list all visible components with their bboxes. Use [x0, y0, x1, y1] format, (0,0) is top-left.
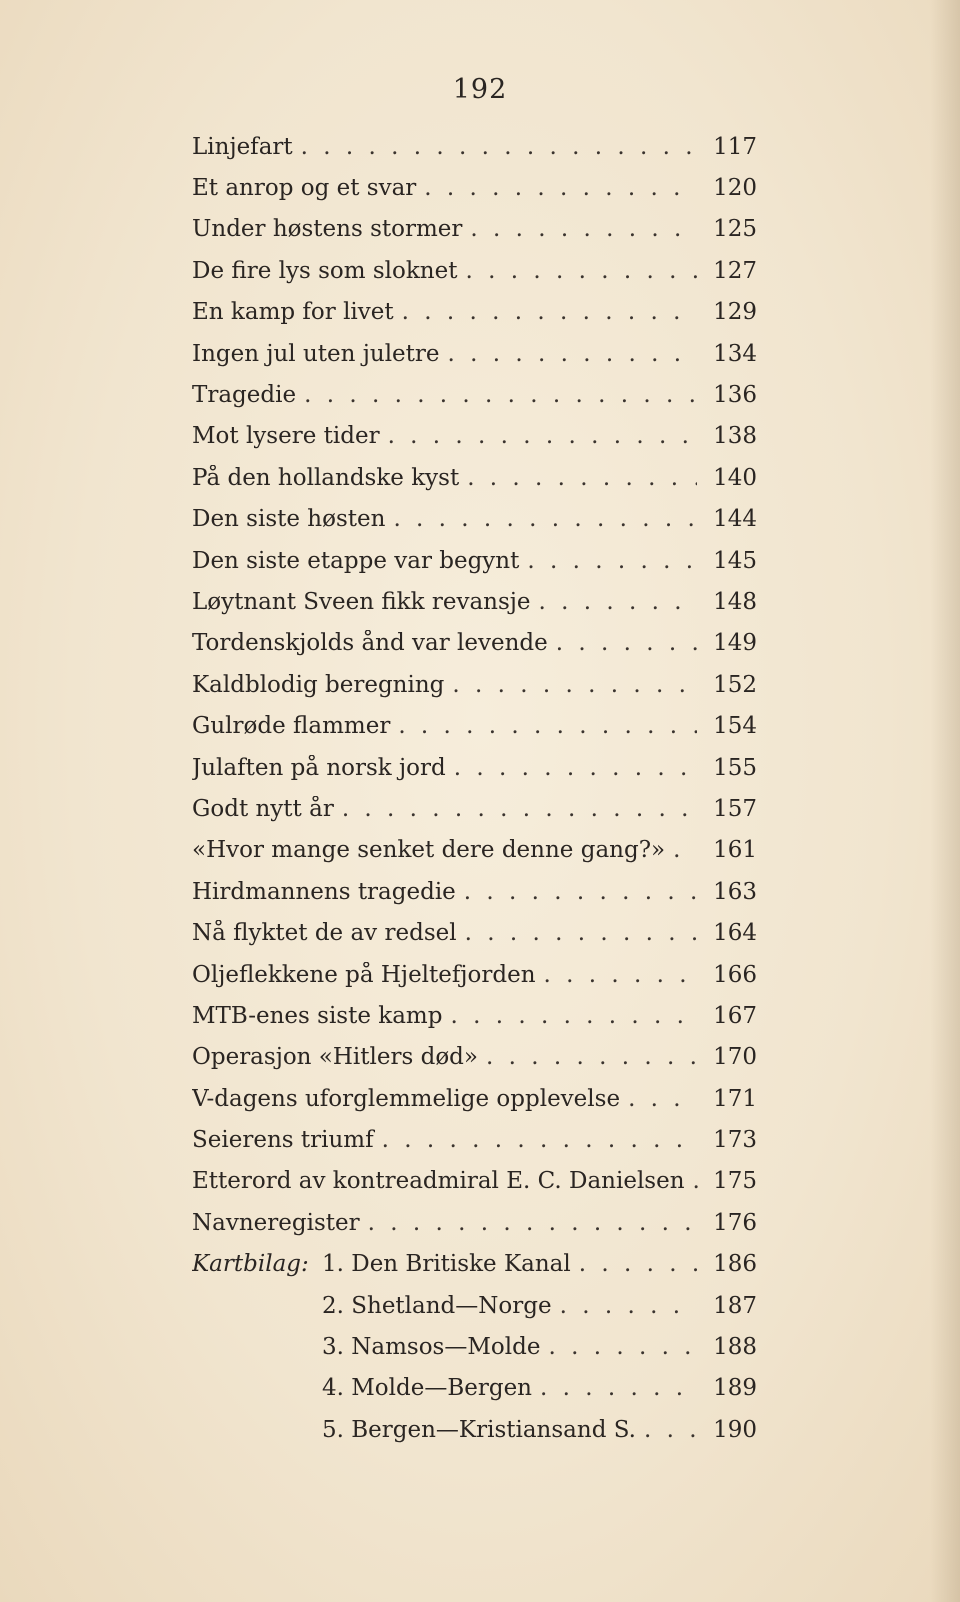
map-supplement-label: Kartbilag: [192, 1251, 309, 1278]
toc-entry-label [192, 879, 705, 905]
toc-entry-title: «Hvor mange senket dere denne gang?» [192, 837, 666, 864]
toc-entry-title: 3. Namsos—Molde [322, 1334, 541, 1361]
toc-entry-title: Julaften på norsk jord [192, 754, 446, 781]
toc-entry-label [192, 1086, 705, 1112]
toc-entry-title: Den siste etappe var begynt [192, 547, 520, 574]
toc-entry-label [192, 1003, 705, 1029]
toc-entry-label [192, 465, 705, 491]
toc-entry-page: 157 [713, 795, 757, 822]
toc-entry [192, 416, 757, 457]
toc-entry-title: Godt nytt år [192, 795, 334, 822]
dot-leader [539, 589, 697, 615]
toc-entry-page: 161 [713, 837, 757, 864]
toc-entry-title: MTB-enes siste kamp [192, 1002, 443, 1029]
toc-entry-title: 2. Shetland—Norge [322, 1292, 552, 1319]
toc-entry-label [192, 672, 705, 698]
toc-entry-page: 176 [713, 1209, 757, 1236]
toc-entry-title: 4. Molde—Bergen [322, 1375, 532, 1402]
toc-entry-label [192, 837, 705, 863]
toc-entry [192, 1037, 757, 1078]
toc-entry-label [192, 1210, 705, 1236]
toc-entry-title: Linjefart [192, 133, 293, 160]
toc-entry-title: Nå flyktet de av redsel [192, 920, 457, 947]
toc-entry-page: 129 [713, 299, 757, 326]
dot-leader [304, 382, 697, 408]
toc-entry [192, 830, 757, 871]
dot-leader [464, 879, 697, 905]
dot-leader [398, 713, 697, 739]
toc-entry-label [192, 920, 705, 946]
toc-entry-page: 173 [713, 1127, 757, 1154]
dot-leader [402, 299, 697, 325]
toc-entry-label [192, 1417, 705, 1443]
toc-entry-label [192, 258, 705, 284]
toc-entry [192, 705, 757, 746]
toc-entry [192, 540, 757, 581]
toc-entry [192, 747, 757, 788]
toc-entry-title: 5. Bergen—Kristiansand S. [322, 1416, 636, 1443]
dot-leader [693, 1168, 705, 1194]
toc-entry-title: Etterord av kontreadmiral E. C. Danielsen [192, 1168, 685, 1195]
toc-entry-title: Under høstens stormer [192, 216, 463, 243]
toc-entry-page: 134 [713, 340, 757, 367]
toc-entry [192, 333, 757, 374]
toc-entry [192, 912, 757, 953]
toc-entry-label [192, 1044, 705, 1070]
page-number: 192 [452, 74, 508, 105]
toc-entry-label [192, 962, 705, 988]
dot-leader [486, 1044, 697, 1070]
toc-entry [192, 167, 757, 208]
toc-entry-page: 190 [713, 1416, 757, 1443]
toc-entry [192, 1202, 757, 1243]
dot-leader [579, 1251, 697, 1277]
toc-entry-label [192, 175, 705, 201]
toc-entry-label [192, 382, 705, 408]
toc-entry-title: Gulrøde flammer [192, 713, 391, 740]
toc-entry-label [192, 1168, 705, 1194]
toc-entry-label [192, 1334, 705, 1360]
dot-leader [540, 1375, 697, 1401]
toc-entry-label [192, 506, 705, 532]
toc-entry-page: 166 [713, 961, 757, 988]
toc-entry [192, 1119, 757, 1160]
toc-entry-title: Kaldblodig beregning [192, 671, 445, 698]
toc-entry-title: Et anrop og et svar [192, 175, 417, 202]
toc-entry [192, 126, 757, 167]
toc-entry-title: Tragedie [192, 382, 297, 409]
dot-leader [382, 1127, 697, 1153]
toc-entry-page: 144 [713, 506, 757, 533]
toc-entry-page: 154 [713, 713, 757, 740]
toc-entry-label [192, 423, 705, 449]
toc-entry [192, 1285, 757, 1326]
toc-entry-title: En kamp for livet [192, 299, 394, 326]
toc-entry-page: 125 [713, 216, 757, 243]
dot-leader [527, 548, 697, 574]
toc-entry-label [192, 216, 705, 242]
table-of-contents [192, 126, 757, 1451]
toc-entry-title: Mot lysere tider [192, 423, 380, 450]
toc-entry-page: 167 [713, 1002, 757, 1029]
dot-leader [644, 1417, 697, 1443]
dot-leader [424, 175, 697, 201]
toc-entry-title: V-dagens uforglemmelige opplevelse [192, 1085, 621, 1112]
toc-entry [192, 1078, 757, 1119]
toc-entry-label [192, 796, 705, 822]
toc-entry-page: 145 [713, 547, 757, 574]
toc-entry [192, 250, 757, 291]
toc-entry-title: Hirdmannens tragedie [192, 878, 456, 905]
toc-entry-title: Seierens triumf [192, 1127, 374, 1154]
toc-entry-label [192, 341, 705, 367]
toc-entry [192, 788, 757, 829]
dot-leader [465, 258, 697, 284]
toc-entry-page: 155 [713, 754, 757, 781]
toc-entry-label [192, 1293, 705, 1319]
toc-entry-page: 120 [713, 175, 757, 202]
toc-entry-page: 138 [713, 423, 757, 450]
toc-entry-page: 149 [713, 630, 757, 657]
dot-leader [454, 755, 697, 781]
toc-entry-label [192, 548, 705, 574]
toc-entry-title: Oljeflekkene på Hjeltefjorden [192, 961, 536, 988]
toc-entry-page: 188 [713, 1334, 757, 1361]
dot-leader [388, 423, 697, 449]
toc-entry-label [192, 713, 705, 739]
toc-entry-page: 140 [713, 464, 757, 491]
toc-entry-page: 127 [713, 257, 757, 284]
toc-entry-title: Navneregister [192, 1209, 360, 1236]
toc-entry-page: 117 [713, 133, 757, 160]
toc-entry-page: 148 [713, 588, 757, 615]
toc-entry-title: De fire lys som sloknet [192, 257, 458, 284]
toc-entry [192, 581, 757, 622]
toc-entry-title: Ingen jul uten juletre [192, 340, 440, 367]
toc-entry [192, 871, 757, 912]
toc-entry-page: 170 [713, 1044, 757, 1071]
dot-leader [450, 1003, 697, 1029]
toc-entry [192, 1326, 757, 1367]
dot-leader [301, 134, 697, 160]
toc-entry-label [192, 1251, 705, 1277]
dot-leader [628, 1086, 697, 1112]
toc-entry [192, 1161, 757, 1202]
toc-entry-title: Tordenskjolds ånd var levende [192, 630, 548, 657]
toc-entry-page: 175 [713, 1168, 757, 1195]
toc-entry-label [192, 755, 705, 781]
dot-leader [368, 1210, 697, 1236]
dot-leader [673, 837, 697, 863]
toc-entry [192, 209, 757, 250]
toc-entry-page: 152 [713, 671, 757, 698]
toc-entry [192, 374, 757, 415]
toc-entry-page: 171 [713, 1085, 757, 1112]
toc-entry-title: På den hollandske kyst [192, 464, 460, 491]
toc-entry-label [192, 630, 705, 656]
toc-entry-title: Løytnant Sveen fikk revansje [192, 588, 531, 615]
dot-leader [560, 1293, 697, 1319]
toc-entry-page: 186 [713, 1251, 757, 1278]
toc-entry [192, 499, 757, 540]
toc-entry [192, 1244, 757, 1285]
toc-entry-label [192, 589, 705, 615]
dot-leader [544, 962, 697, 988]
toc-entry [192, 1409, 757, 1450]
dot-leader [548, 1334, 697, 1360]
dot-leader [467, 465, 697, 491]
dot-leader [465, 920, 697, 946]
dot-leader [452, 672, 697, 698]
dot-leader [448, 341, 697, 367]
toc-entry-label [192, 1127, 705, 1153]
toc-entry-label [192, 134, 705, 160]
toc-entry [192, 664, 757, 705]
toc-entry-label [192, 299, 705, 325]
toc-entry [192, 995, 757, 1036]
toc-entry [192, 292, 757, 333]
toc-entry [192, 457, 757, 498]
toc-entry-page: 136 [713, 382, 757, 409]
toc-entry-page: 187 [713, 1292, 757, 1319]
toc-entry [192, 954, 757, 995]
toc-entry-title: Operasjon «Hitlers død» [192, 1044, 478, 1071]
toc-entry-label [192, 1375, 705, 1401]
toc-entry [192, 1368, 757, 1409]
dot-leader [556, 630, 697, 656]
toc-entry-title: 1. Den Britiske Kanal [322, 1251, 571, 1278]
toc-entry-page: 163 [713, 878, 757, 905]
dot-leader [470, 216, 697, 242]
toc-entry-page: 189 [713, 1375, 757, 1402]
page-edge-shadow [930, 0, 960, 1602]
toc-entry-title: Den siste høsten [192, 506, 386, 533]
toc-entry [192, 623, 757, 664]
dot-leader [342, 796, 697, 822]
toc-entry-page: 164 [713, 920, 757, 947]
dot-leader [393, 506, 697, 532]
